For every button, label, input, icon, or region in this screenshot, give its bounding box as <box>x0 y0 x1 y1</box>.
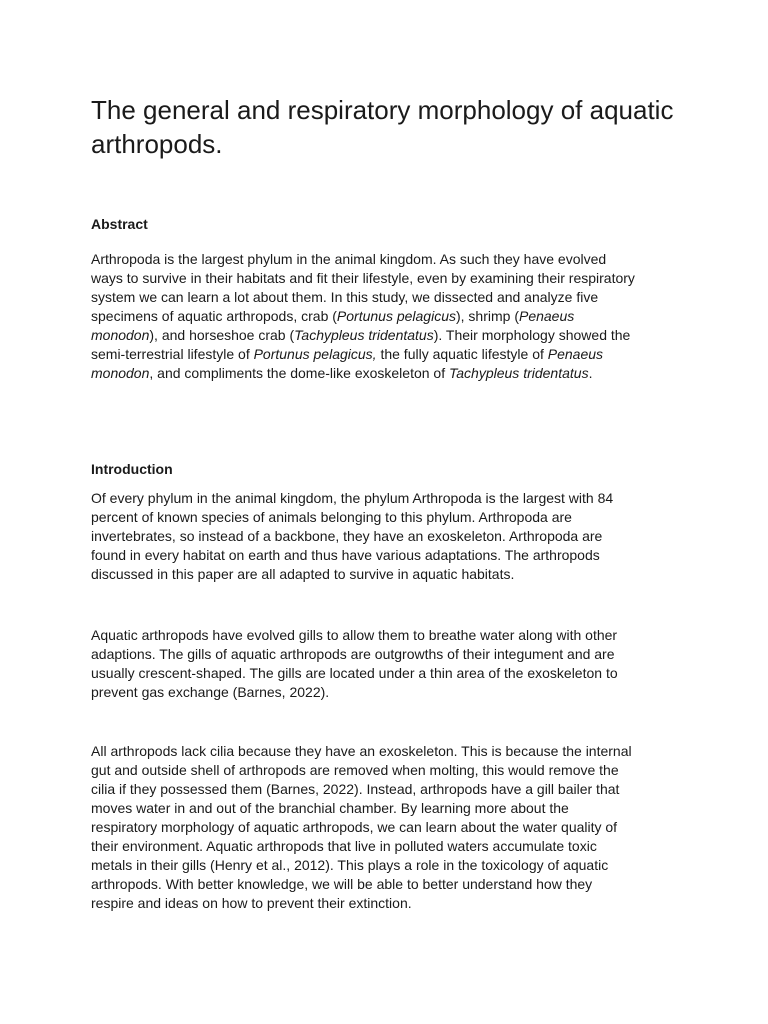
document-title: The general and respiratory morphology of aquatic arthropods. <box>91 95 674 159</box>
species-name: Penaeus <box>518 308 575 324</box>
species-name: Portunus pelagicus <box>336 308 456 324</box>
abstract-text: . <box>588 365 593 381</box>
abstract-text: semi-terrestrial lifestyle of <box>91 346 254 362</box>
paragraph-line: gut and outside shell of arthropods are removed when molting, this would remove the <box>91 762 619 778</box>
abstract-text: the fully aquatic lifestyle of <box>376 346 548 362</box>
species-name: monodon <box>91 327 150 343</box>
abstract-line <box>91 307 691 326</box>
paragraph-line: respire and ideas on how to prevent their extinction. <box>91 895 412 911</box>
paragraph-line: percent of known species of animals belonging to this phylum. Arthropoda are <box>91 509 572 525</box>
abstract-text: , and compliments the dome-like exoskeleton of <box>149 365 449 381</box>
abstract-text: ). Their morphology showed the <box>433 327 631 343</box>
paragraph-line: adaptions. The gills of aquatic arthropods are outgrowths of their integument and are <box>91 646 615 662</box>
abstract-heading: Abstract <box>91 216 148 232</box>
paragraph-line: their environment. Aquatic arthropods that live in polluted waters accumulate toxic <box>91 838 597 854</box>
paragraph-line: invertebrates, so instead of a backbone, they have an exoskeleton. Arthropoda are <box>91 528 603 544</box>
abstract-line <box>91 250 691 269</box>
abstract-line <box>91 288 691 307</box>
paragraph-line: respiratory morphology of aquatic arthropods, we can learn about the water quality of <box>91 819 618 835</box>
paragraph-line: Aquatic arthropods have evolved gills to allow them to breathe water along with other <box>91 627 618 643</box>
paragraph-line: Of every phylum in the animal kingdom, the phylum Arthropoda is the largest with 84 <box>91 490 614 506</box>
abstract-text: ), and horseshoe crab ( <box>149 327 295 343</box>
species-name: Tachypleus tridentatus <box>294 327 434 343</box>
paragraph-line: found in every habitat on earth and thus have various adaptations. The arthropods <box>91 547 600 563</box>
introduction-paragraph-2 <box>91 626 691 702</box>
introduction-paragraph-1 <box>91 489 691 584</box>
species-name: Portunus pelagicus, <box>253 346 377 362</box>
abstract-text: Arthropoda is the largest phylum in the animal kingdom. As such they have evolved <box>91 251 607 267</box>
paragraph-line: metals in their gills (Henry et al., 2012). This plays a role in the toxicology of aquatic <box>91 857 609 873</box>
abstract-paragraph <box>91 250 691 383</box>
introduction-paragraph-3 <box>91 742 691 913</box>
paragraph-line: cilia if they possessed them (Barnes, 2022). Instead, arthropods have a gill bailer that <box>91 781 620 797</box>
paragraph-line: All arthropods lack cilia because they have an exoskeleton. This is because the internal <box>91 743 632 759</box>
paragraph-line: moves water in and out of the branchial chamber. By learning more about the <box>91 800 569 816</box>
paragraph-line: usually crescent-shaped. The gills are located under a thin area of the exoskeleton to <box>91 665 618 681</box>
paragraph-line: discussed in this paper are all adapted to survive in aquatic habitats. <box>91 566 515 582</box>
paragraph-line: arthropods. With better knowledge, we will be able to better understand how they <box>91 876 593 892</box>
species-name: Penaeus <box>547 346 604 362</box>
introduction-heading: Introduction <box>91 461 173 477</box>
abstract-line <box>91 364 691 383</box>
paragraph-line: prevent gas exchange (Barnes, 2022). <box>91 684 330 700</box>
abstract-line <box>91 345 691 364</box>
species-name: Tachypleus tridentatus <box>449 365 589 381</box>
abstract-text: ways to survive in their habitats and fit their lifestyle, even by examining their respiratory <box>91 270 635 286</box>
abstract-line <box>91 269 691 288</box>
species-name: monodon <box>91 365 150 381</box>
abstract-text: specimens of aquatic arthropods, crab ( <box>91 308 337 324</box>
abstract-line <box>91 326 691 345</box>
abstract-text: ), shrimp ( <box>455 308 519 324</box>
abstract-text: system we can learn a lot about them. In this study, we dissected and analyze five <box>91 289 599 305</box>
